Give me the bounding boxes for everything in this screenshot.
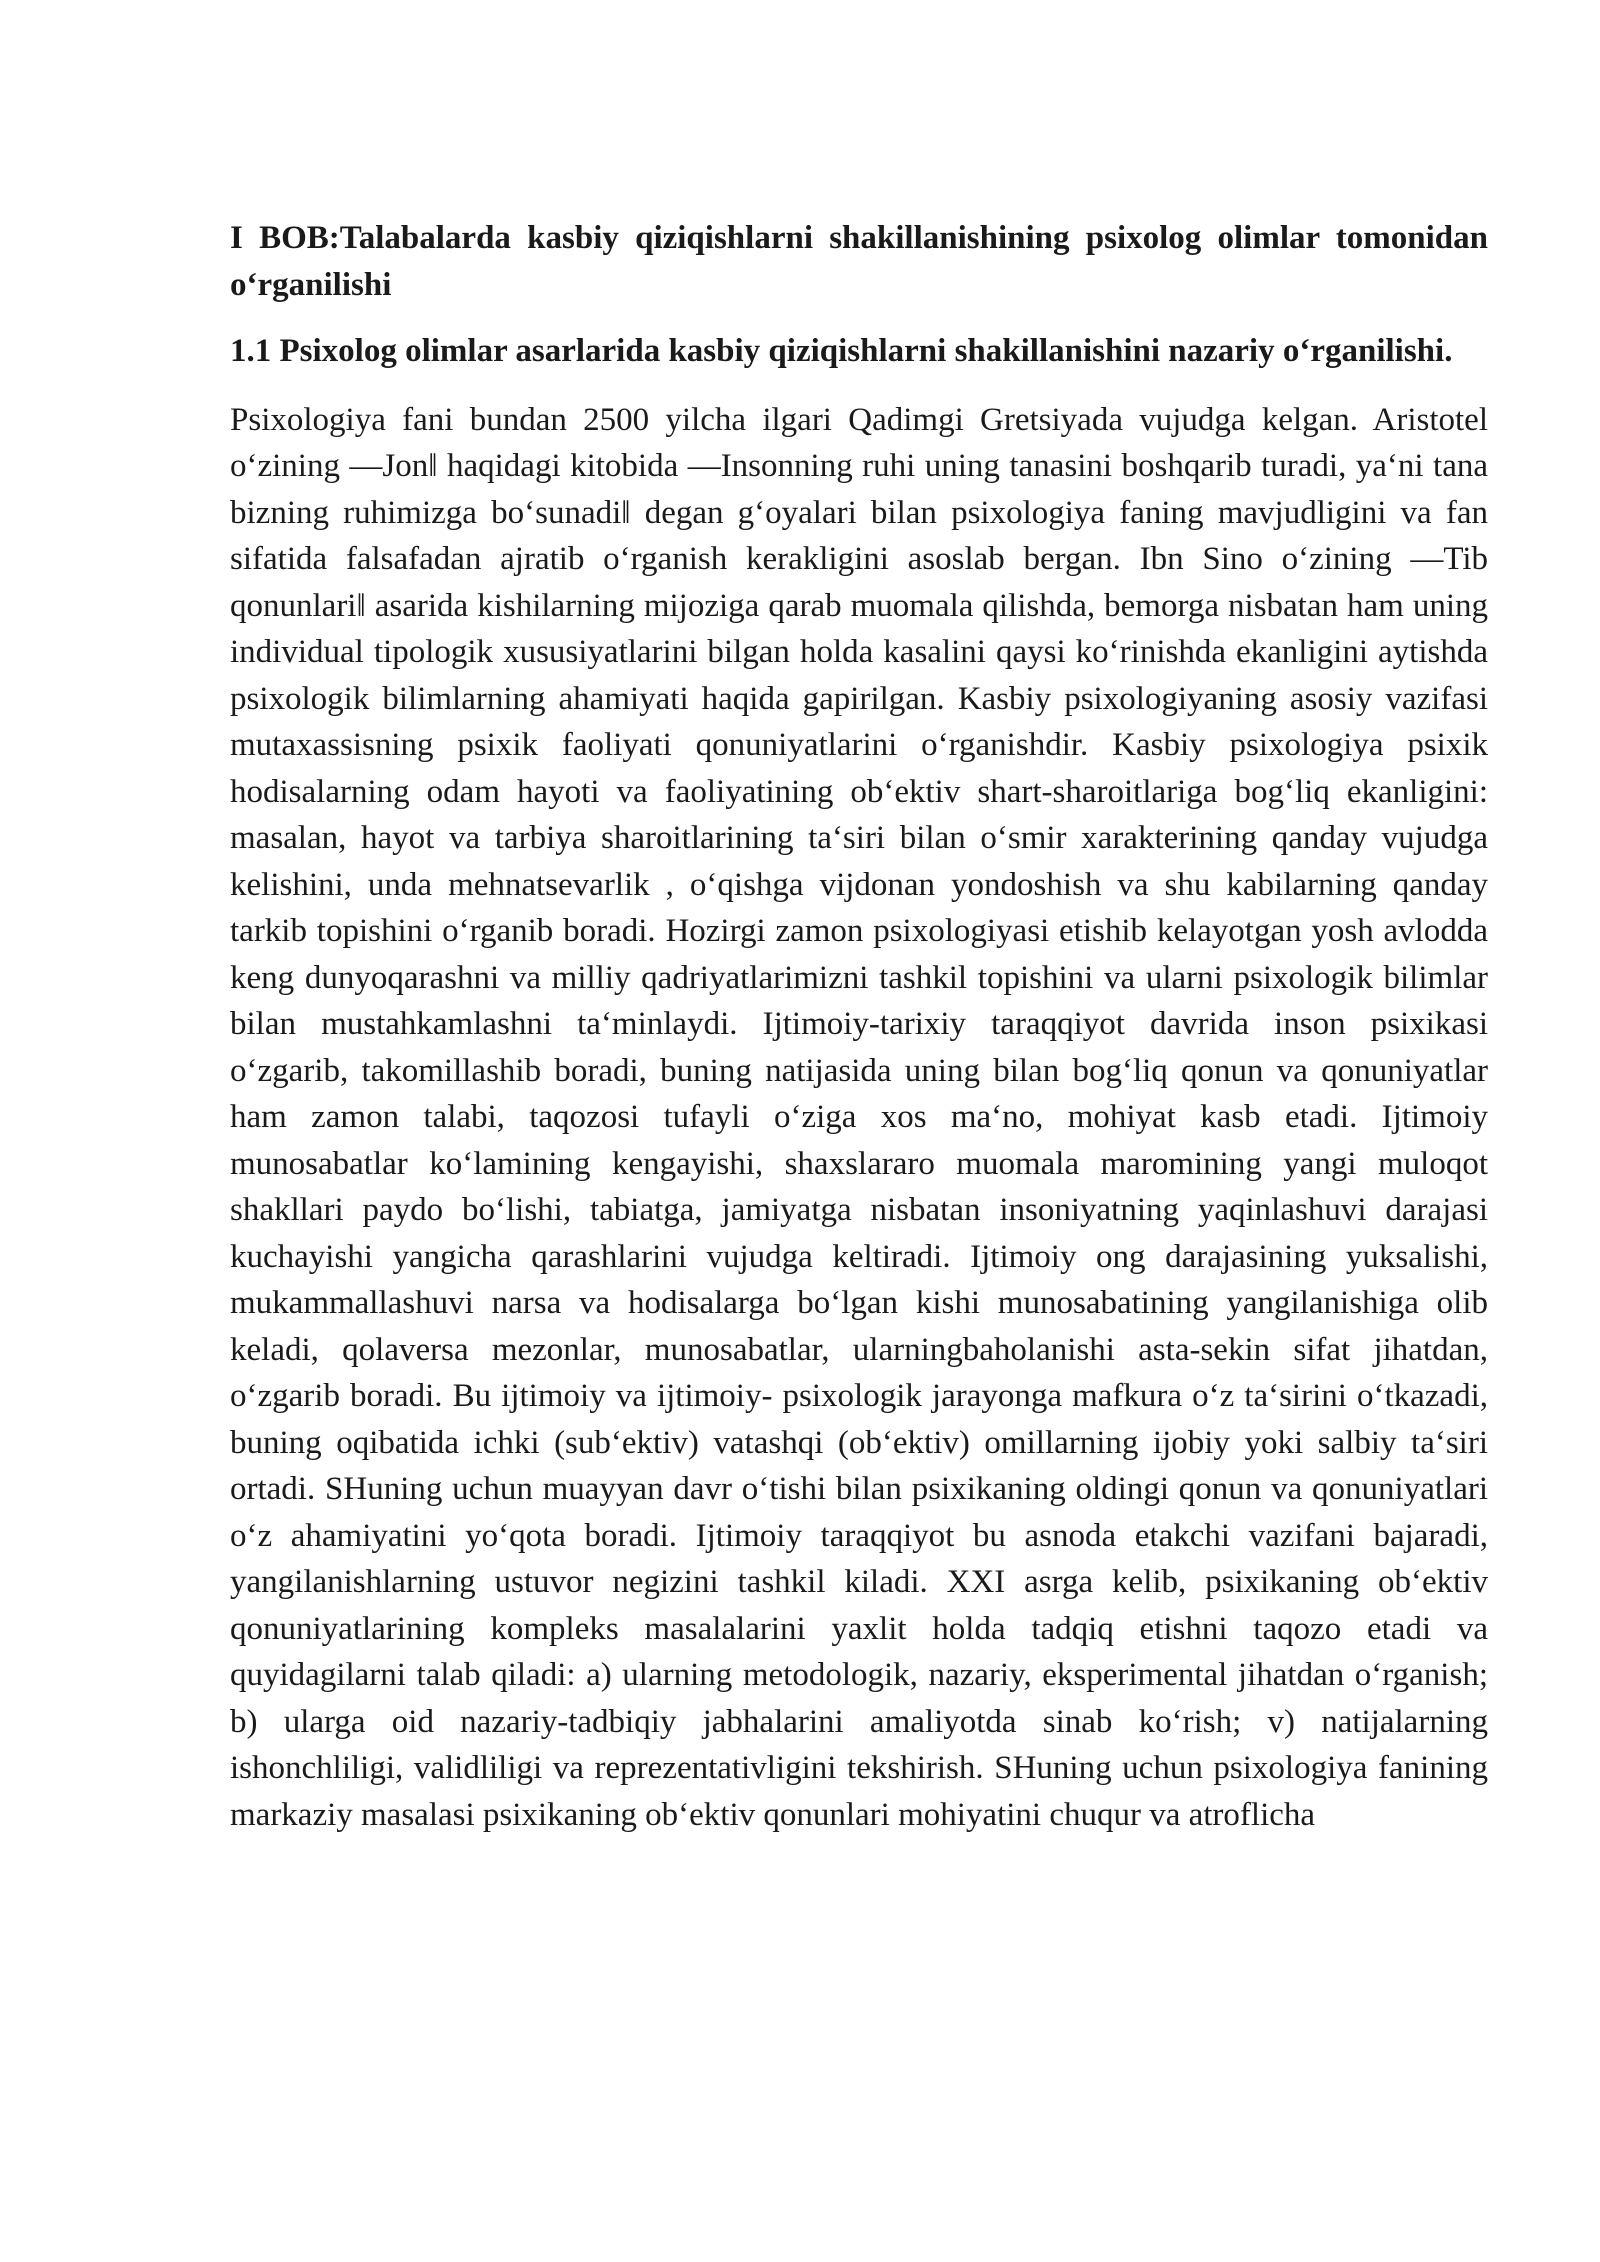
body-paragraph: Psixologiya fani bundan 2500 yilcha ilgari Qadimgi Gretsiyada vujudga kelgan. Aristotel oʻzining ―Jon‖ haqidagi kitobida ―Insonning ruhi uning tanasini boshqarib turadi, yaʻni tana bizning ruhimizga boʻsunadi‖ degan gʻoyalari bilan psixologiya faning mavjudligini va fan sifatida falsafadan ajratib oʻrganish kerakligini asoslab bergan. Ibn Sino oʻzining ―Tib qonunlari‖ asarida kishilarning mijoziga qarab muomala qilishda, bemorga nisbatan ham uning individual tipologik xususiyatlarini bilgan holda kasalini qaysi koʻrinishda ekanligini aytishda psixologik bilimlarning ahamiyati haqida gapirilgan. Kasbiy psixologiyaning asosiy vazifasi mutaxassisning psixik faoliyati qonuniyatlarini oʻrganishdir. Kasbiy psixologiya psixik hodisalarning odam hayoti va faoliyatining obʻektiv shart-sharoitlariga bogʻliq ekanligini: masalan, hayot va tarbiya sharoitlarining taʻsiri bilan oʻsmir xarakterining qanday vujudga kelishini, unda mehnatsevarlik , oʻqishga vijdonan yondoshish va shu kabilarning qanday tarkib topishini oʻrganib boradi. Hozirgi zamon psixologiyasi etishib kelayotgan yosh avlodda keng dunyoqarashni va milliy qadriyatlarimizni tashkil topishini va ularni psixologik bilimlar bilan mustahkamlashni taʻminlaydi. Ijtimoiy-tarixiy taraqqiyot davrida inson psixikasi oʻzgarib, takomillashib boradi, buning natijasida uning bilan bogʻliq qonun va qonuniyatlar ham zamon talabi, taqozosi tufayli oʻziga xos maʻno, mohiyat kasb etadi. Ijtimoiy munosabatlar koʻlamining kengayishi, shaxslararo muomala maromining yangi muloqot shakllari paydo boʻlishi, tabiatga, jamiyatga nisbatan insoniyatning yaqinlashuvi darajasi kuchayishi yangicha qarashlarini vujudga keltiradi. Ijtimoiy ong darajasining yuksalishi, mukammallashuvi narsa va hodisalarga boʻlgan kishi munosabatining yangilanishiga olib keladi, qolaversa mezonlar, munosabatlar, ularningbaholanishi asta-sekin sifat jihatdan, oʻzgarib boradi. Bu ijtimoiy va ijtimoiy- psixologik jarayonga mafkura oʻz taʻsirini oʻtkazadi, buning oqibatida ichki (subʻektiv) vatashqi (obʻektiv) omillarning ijobiy yoki salbiy taʻsiri ortadi. SHuning uchun muayyan davr oʻtishi bilan psixikaning oldingi qonun va qonuniyatlari oʻz ahamiyatini yoʻqota boradi. Ijtimoiy taraqqiyot bu asnoda etakchi vazifani bajaradi, yangilanishlarning ustuvor negizini tashkil kiladi. XXI asrga kelib, psixikaning obʻektiv qonuniyatlarining kompleks masalalarini yaxlit holda tadqiq etishni taqozo etadi va quyidagilarni talab qiladi: a) ularning metodologik, nazariy, eksperimental jihatdan oʻrganish; b) ularga oid nazariy-tadbiqiy jabhalarini amaliyotda sinab koʻrish; v) natijalarning ishonchliligi, validliligi va reprezentativligini tekshirish. SHuning uchun psixologiya fanining markaziy masalasi psixikaning obʻektiv qonunlari mohiyatini chuqur va atroflicha	[230, 401, 1488, 1833]
section-title: 1.1 Psixolog olimlar asarlarida kasbiy qiziqishlarni shakillanishini nazariy oʻrganilishi.	[230, 333, 1453, 369]
chapter-title: I BOB:Talabalarda kasbiy qiziqishlarni shakillanishining psixolog olimlar tomonidan oʻrganilishi	[230, 220, 1488, 303]
document-content	[230, 215, 1488, 1838]
